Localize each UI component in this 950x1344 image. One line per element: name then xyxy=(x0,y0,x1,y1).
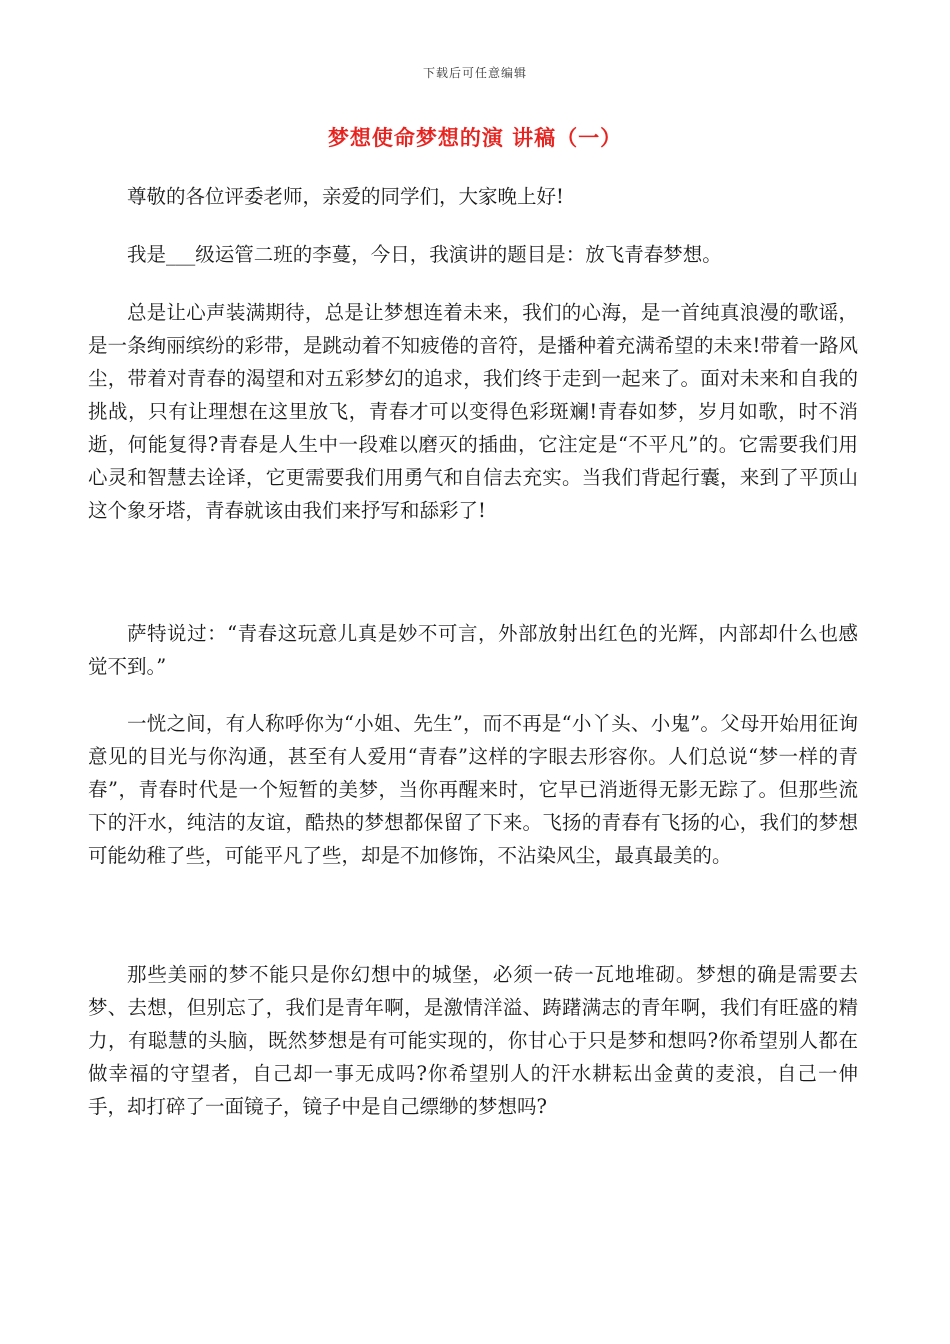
document-title: 梦想使命梦想的演 讲稿（一） xyxy=(327,126,623,150)
paragraph-4-block xyxy=(88,617,858,683)
paragraph-3-block xyxy=(88,296,858,527)
paragraph-2-block xyxy=(88,238,858,271)
paragraph: 那些美丽的梦不能只是你幻想中的城堡，必须一砖一瓦地堆砌。梦想的确是需要去梦、去想，但别忘了，我们是青年啊，是激情洋溢、踌躇满志的青年啊，我们有旺盛的精力，有聪慧的头脑，既然梦想是有可能实现的，你甘心于只是梦和想吗?你希望别人都在做幸福的守望者，自己却一事无成吗?你希望别人的汗水耕耘出金黄的麦浪，自己一伸手，却打碎了一面镜子，镜子中是自己缥缈的梦想吗? xyxy=(88,963,858,1118)
paragraph: 萨特说过：“青春这玩意儿真是妙不可言，外部放射出红色的光辉，内部却什么也感觉不到。” xyxy=(88,622,858,678)
header-note: 下载后可任意编辑 xyxy=(422,66,527,80)
paragraph-6-block xyxy=(88,958,858,1123)
paragraph-5-block xyxy=(88,707,858,872)
paragraph: 总是让心声装满期待，总是让梦想连着未来，我们的心海，是一首纯真浪漫的歌谣，是一条绚丽缤纷的彩带，是跳动着不知疲倦的音符，是播种着充满希望的未来!带着一路风尘，带着对青春的渴望和对五彩梦幻的追求，我们终于走到一起来了。面对未来和自我的挑战，只有让理想在这里放飞，青春才可以变得色彩斑斓!青春如梦，岁月如歌，时不消逝，何能复得?青春是人生中一段难以磨灭的插曲，它注定是“不平凡”的。它需要我们用心灵和智慧去诠译，它更需要我们用勇气和自信去充实。当我们背起行囊，来到了平顶山这个象牙塔，青春就该由我们来抒写和舔彩了! xyxy=(88,301,858,522)
paragraph: 一恍之间，有人称呼你为“小姐、先生”，而不再是“小丫头、小鬼”。父母开始用征询意见的目光与你沟通，甚至有人爱用“青春”这样的字眼去形容你。人们总说“梦一样的青春”，青春时代是一个短暂的美梦，当你再醒来时，它早已消逝得无影无踪了。但那些流下的汗水，纯洁的友谊，酷热的梦想都保留了下来。飞扬的青春有飞扬的心，我们的梦想可能幼稚了些，可能平凡了些，却是不加修饰，不沾染风尘，最真最美的。 xyxy=(88,712,858,867)
paragraph: 我是___级运管二班的李蔓，今日，我演讲的题目是：放飞青春梦想。 xyxy=(127,243,722,266)
paragraph: 尊敬的各位评委老师，亲爱的同学们，大家晚上好! xyxy=(127,185,564,208)
paragraph-1-block xyxy=(88,180,858,213)
